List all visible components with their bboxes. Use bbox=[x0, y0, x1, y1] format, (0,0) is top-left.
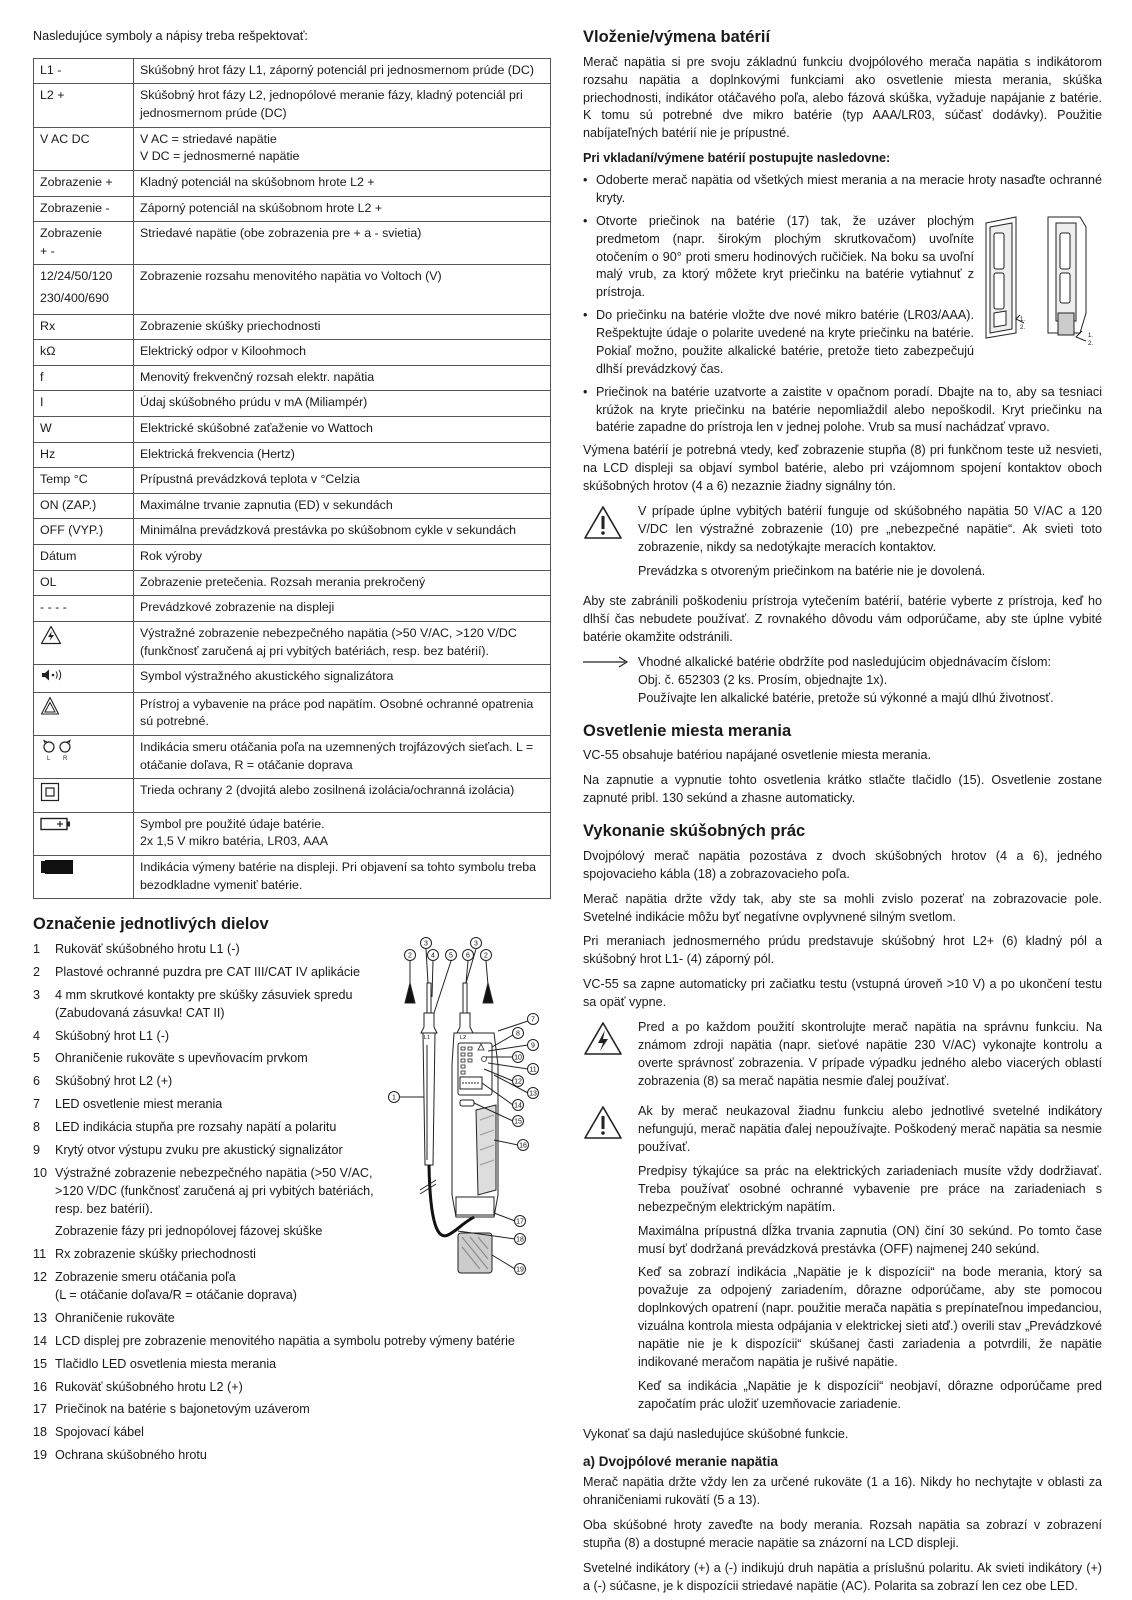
symbol-row bbox=[34, 265, 551, 314]
part-number: 3 bbox=[33, 987, 41, 1002]
battery-steps-heading: Pri vkladaní/výmene batérií postupujte nasledovne: bbox=[583, 151, 891, 166]
svg-text:1: 1 bbox=[392, 1094, 396, 1102]
svg-text:19: 19 bbox=[516, 1266, 524, 1274]
test-warning-text-6: Keď sa indikácia „Napätie je k dispozícii“ neobjaví, dôrazne odporúčame pred započatím prác uložiť uzemňovacie zariadenie. bbox=[638, 1378, 1102, 1411]
symbol-description: Kladný potenciál na skúšobnom hrote L2 + bbox=[134, 170, 551, 196]
part-number: 17 bbox=[33, 1402, 48, 1417]
symbol-row bbox=[34, 493, 551, 519]
battery-compartment-illustration bbox=[976, 213, 1101, 353]
svg-text:2: 2 bbox=[408, 952, 412, 960]
symbol-key: ON (ZAP.) bbox=[34, 493, 134, 519]
part-text: Krytý otvor výstupu zvuku pre akustický signalizátor bbox=[55, 1142, 343, 1157]
light-text-2: Na zapnutie a vypnutie tohto osvetlenia krátko stlačte tlačidlo (15). Osvetlenie zostane zapnuté pribl. 130 sekúnd a zhasne automaticky. bbox=[583, 773, 1102, 806]
symbol-description: Symbol výstražného akustického signalizátora bbox=[134, 665, 551, 693]
part-item bbox=[33, 1447, 553, 1465]
svg-text:3: 3 bbox=[474, 940, 478, 948]
part-number: 14 bbox=[33, 1333, 48, 1348]
symbol-row bbox=[34, 596, 551, 622]
buzzer-icon bbox=[40, 668, 66, 688]
symbol-key: Hz bbox=[34, 442, 134, 468]
test-text-3: Pri meraniach jednosmerného prúdu predstavuje skúšobný hrot L2+ (6) kladný pól a skúšobný hrot L1- (4) záporný pól. bbox=[583, 934, 1102, 967]
test-warning-voltage bbox=[583, 1019, 1102, 1097]
part-number: 11 bbox=[33, 1247, 47, 1262]
svg-text:16: 16 bbox=[519, 1142, 527, 1150]
part-number: 10 bbox=[33, 1165, 48, 1180]
part-number: 4 bbox=[33, 1028, 41, 1043]
symbol-row bbox=[34, 570, 551, 596]
symbol-description: V AC = striedavé napätie V DC = jednosmerné napätie bbox=[134, 127, 551, 170]
symbol-key: f bbox=[34, 365, 134, 391]
svg-text:6: 6 bbox=[466, 952, 470, 960]
svg-text:17: 17 bbox=[516, 1218, 524, 1226]
part-number: 18 bbox=[33, 1425, 48, 1440]
symbol-key: 12/24/50/120 230/400/690 bbox=[34, 265, 134, 314]
symbol-row bbox=[34, 665, 551, 693]
symbol-row bbox=[34, 545, 551, 571]
test-warning-general bbox=[583, 1103, 1102, 1419]
symbol-description: Menovitý frekvenčný rozsah elektr. napätia bbox=[134, 365, 551, 391]
battery-tip bbox=[583, 654, 1102, 708]
part-text: Plastové ochranné puzdra pre CAT III/CAT IV aplikácie bbox=[55, 964, 360, 979]
part-text: Ohraničenie rukoväte s upevňovacím prvkom bbox=[55, 1051, 308, 1066]
symbol-description: Striedavé napätie (obe zobrazenia pre + a - svietia) bbox=[134, 222, 551, 265]
symbol-key bbox=[34, 692, 134, 735]
svg-text:2: 2 bbox=[484, 952, 488, 960]
symbol-description: Prípustná prevádzková teplota v °Celzia bbox=[134, 468, 551, 494]
warning-icon bbox=[583, 1105, 623, 1141]
rotation-icon bbox=[40, 739, 74, 767]
part-item bbox=[33, 1310, 553, 1328]
part-text: LED osvetlenie miest merania bbox=[55, 1097, 223, 1112]
part-number: 8 bbox=[33, 1120, 41, 1134]
symbol-row bbox=[34, 519, 551, 545]
part-item bbox=[33, 1379, 553, 1397]
symbol-description: Výstražné zobrazenie nebezpečného napätia (>50 V/AC, >120 V/DC (funkčnosť zaručená aj pri vybitých batériách, resp. bez batérií). bbox=[134, 621, 551, 664]
symbol-key: Temp °C bbox=[34, 468, 134, 494]
part-text: Rukoväť skúšobného hrotu L2 (+) bbox=[55, 1379, 243, 1394]
step-label-2b: 2. bbox=[1088, 340, 1094, 347]
symbol-description: Zobrazenie skúšky priechodnosti bbox=[134, 314, 551, 340]
symbol-description: Údaj skúšobného prúdu v mA (Miliampér) bbox=[134, 391, 551, 417]
symbol-description: Prevádzkové zobrazenie na displeji bbox=[134, 596, 551, 622]
svg-text:13: 13 bbox=[529, 1090, 537, 1098]
symbol-row bbox=[34, 127, 551, 170]
battery-replace-text: Výmena batérií je potrebná vtedy, keď zobrazenie stupňa (8) pri funkčnom teste už nesvieti, na LCD displeji sa objaví symbol batérie, alebo pri vzájomnom spojení kontaktov oboch skúšobných hrotov (4 a 6) nezaznie žiadny signálny tón. bbox=[583, 443, 1102, 494]
symbol-row bbox=[34, 340, 551, 366]
symbol-key bbox=[34, 855, 134, 898]
part-number: 6 bbox=[33, 1074, 41, 1089]
battery-leak-text: Aby ste zabránili poškodeniu prístroja vytečením batérií, batérie vyberte z prístroja, keď ho dlhší čas nebudete používať. Z rovnakého dôvodu vám odporúčame, aby ste úplne vybité batérie okamžite odstránili. bbox=[583, 594, 1102, 645]
symbol-description: Rok výroby bbox=[134, 545, 551, 571]
symbol-description: Indikácia smeru otáčania poľa na uzemnených trojfázových sieťach. L = otáčanie doľava, R = otáčanie doprava bbox=[134, 735, 551, 778]
svg-text:5: 5 bbox=[449, 952, 453, 960]
symbol-row bbox=[34, 391, 551, 417]
a-text-3: Svetelné indikátory (+) a (-) indikujú druh napätia a príslušnú polaritu. Ak svieti indikátory (+) a (-) súčasne, je k dispozícii striedavé napätie (AC). Polarita sa zobrazí len cez obe LED. bbox=[583, 1560, 1102, 1593]
symbol-key: L1 - bbox=[34, 58, 134, 84]
step-label-1b: 1. bbox=[1088, 332, 1094, 339]
symbol-key: Dátum bbox=[34, 545, 134, 571]
battery-warning-text-2: Prevádzka s otvoreným priečinkom na batérie nie je dovolená. bbox=[638, 563, 986, 578]
warning-icon bbox=[583, 505, 623, 541]
test-text-4: VC-55 sa zapne automaticky pri začiatku testu (vstupná úroveň >10 V) a po ukončení testu sa opäť vypne. bbox=[583, 977, 1102, 1010]
part-number: 2 bbox=[33, 964, 41, 979]
symbol-row bbox=[34, 365, 551, 391]
part-text: Zobrazenie smeru otáčania poľa (L = otáčanie doľava/R = otáčanie doprava) bbox=[55, 1270, 297, 1302]
test-title: Vykonanie skúšobných prác bbox=[583, 822, 806, 841]
parts-title: Označenie jednotlivých dielov bbox=[33, 915, 269, 934]
part-text: Výstražné zobrazenie nebezpečného napätia (>50 V/AC, >120 V/DC (funkčnosť zaručená aj pri vybitých batériách, resp. bez batérií). Zobrazenie fázy pri jednopólovej fázovej skúške bbox=[55, 1165, 374, 1239]
symbol-key: I bbox=[34, 391, 134, 417]
symbol-key: W bbox=[34, 417, 134, 443]
symbol-description: Elektrický odpor v Kiloohmoch bbox=[134, 340, 551, 366]
symbol-row bbox=[34, 58, 551, 84]
part-text: Rx zobrazenie skúšky priechodnosti bbox=[55, 1247, 256, 1262]
part-item bbox=[33, 1424, 553, 1442]
symbol-key: - - - - bbox=[34, 596, 134, 622]
light-title: Osvetlenie miesta merania bbox=[583, 721, 792, 740]
battery-tip-line-2: Obj. č. 652303 (2 ks. Prosím, objednajte 1x). bbox=[638, 672, 888, 687]
battery-step-4: • Priečinok na batérie uzatvorte a zaistite v opačnom poradí. Dbajte na to, aby sa tesniaci krúžok na kryte priečinku na batérie nepomliaždil alebo nepoškodil. Kryt priečinku na batérie zapadne do prístroja len v jednej polohe. Vrub sa musí nachádzať vpravo. bbox=[583, 384, 1102, 438]
symbol-key: OL bbox=[34, 570, 134, 596]
battery-tip-line-1: Vhodné alkalické batérie obdržíte pod nasledujúcim objednávacím číslom: bbox=[638, 655, 1052, 670]
part-text: LED indikácia stupňa pre rozsahy napätí a polaritu bbox=[55, 1120, 337, 1134]
svg-text:L: L bbox=[47, 755, 51, 761]
symbol-row bbox=[34, 170, 551, 196]
part-text: LCD displej pre zobrazenie menovitého napätia a symbolu potreby výmeny batérie bbox=[55, 1333, 515, 1348]
symbol-description: Elektrická frekvencia (Hertz) bbox=[134, 442, 551, 468]
symbol-description: Elektrické skúšobné zaťaženie vo Wattoch bbox=[134, 417, 551, 443]
symbol-row bbox=[34, 468, 551, 494]
symbol-key bbox=[34, 621, 134, 664]
part-number: 15 bbox=[33, 1356, 48, 1371]
test-text-5: Vykonať sa dajú nasledujúce skúšobné funkcie. bbox=[583, 1427, 849, 1442]
symbol-row bbox=[34, 779, 551, 813]
battery-title: Vloženie/výmena batérií bbox=[583, 28, 771, 46]
symbol-row bbox=[34, 621, 551, 664]
symbol-key: Zobrazenie + bbox=[34, 170, 134, 196]
part-text: Tlačidlo LED osvetlenia miesta merania bbox=[55, 1356, 277, 1371]
test-warning-text-2: Ak by merač neukazoval žiadnu funkciu alebo jednotlivé svetelné indikátory nefungujú, merač napätia ďalej nepoužívajte. Poškodený merač napätia sa nesmie používať. bbox=[638, 1104, 1102, 1155]
test-warning-text-4: Maximálna prípustná dĺžka trvania zapnutia (ON) činí 30 sekúnd. Po tomto čase musí byť dodržaná prevádzková prestávka (OFF) najmenej 240 sekúnd. bbox=[638, 1223, 1102, 1256]
part-number: 1 bbox=[33, 942, 41, 956]
battery-step-2: Otvorte priečinok na batérie (17) tak, že uzáver plochým predmetom (napr. širokým plochým skrutkovačom) uvoľníte otočením o 90° proti smeru hodinových ručičiek. Na boku sa uvoľní malý vrub, za ktorý môžete kryt priečinku na batérie vytiahnuť z prístroja. bbox=[596, 213, 974, 300]
test-warning-text-1: Pred a po každom použití skontrolujte merač napätia na správnu funkciu. Na známom zdroji napätia (napr. sieťové napätie 230 V/AC) vykonajte kontrolu a overte správnosť zobrazenia. V prípade výpadku jedného alebo viacerých oblastí zobrazenia (8) sa merač napätia nesmie ďalej používať. bbox=[638, 1019, 1102, 1088]
part-item bbox=[33, 1356, 553, 1374]
symbol-row bbox=[34, 84, 551, 127]
symbols-intro: Nasledujúce symboly a nápisy treba rešpektovať: bbox=[33, 29, 308, 43]
symbol-description: Minimálna prevádzková prestávka po skúšobnom cykle v sekundách bbox=[134, 519, 551, 545]
svg-text:7: 7 bbox=[531, 1016, 535, 1024]
svg-text:9: 9 bbox=[531, 1042, 535, 1050]
symbol-row bbox=[34, 222, 551, 265]
symbol-key: Rx bbox=[34, 314, 134, 340]
subsection-a-title: a) Dvojpólové meranie napätia bbox=[583, 1454, 779, 1470]
battery-low-icon bbox=[40, 859, 74, 881]
part-text: Ohraničenie rukoväte bbox=[55, 1310, 175, 1325]
test-text-1: Dvojpólový merač napätia pozostáva z dvoch skúšobných hrotov (4 a 6), jedného spojovacieho kábla (18) a zobrazovacieho poľa. bbox=[583, 848, 1102, 881]
battery-warning bbox=[583, 503, 1102, 587]
light-text-1: VC-55 obsahuje batériou napájané osvetlenie miesta merania. bbox=[583, 748, 931, 763]
svg-text:4: 4 bbox=[431, 952, 435, 960]
a-text-1: Merač napätia držte vždy len za určené rukoväte (1 a 16). Nikdy ho nechytajte v oblasti za ohraničeniami rukovätí (5 a 13). bbox=[583, 1475, 1102, 1508]
part-text: Spojovací kábel bbox=[55, 1425, 144, 1440]
symbol-key: Zobrazenie + - bbox=[34, 222, 134, 265]
test-warning-text-5: Keď sa zobrazí indikácia „Napätie je k dispozícii“ na bode merania, ktorý sa považuje za odpojený zariadením, dôrazne odporúčame, aby ste pomocou doplnkových opatrení (napr. použitie merača napätia s prepínateľnou impedanciou, vizuálna kontrola miesta odpájania v elektrickej sieti atď.) overili stav „Prevádzkové napätie nie je k dispozícii“ skúšanej časti zariadenia a potvrdili, že napätie indikované meračom napätia je rušivé napätie. bbox=[638, 1265, 1102, 1369]
symbol-description: Skúšobný hrot fázy L1, záporný potenciál pri jednosmernom prúde (DC) bbox=[134, 58, 551, 84]
svg-text:3: 3 bbox=[424, 940, 428, 948]
svg-text:12: 12 bbox=[514, 1078, 522, 1086]
left-column bbox=[33, 28, 551, 1470]
battery-step-block: • Otvorte priečinok na batérie (17) tak, že uzáver plochým predmetom (napr. širokým plochým skrutkovačom) uvoľníte otočením o 90° proti smeru hodinových ručičiek. Na boku sa uvoľní malý vrub, za ktorý môžete kryt priečinku na batérie vytiahnuť z prístroja. • Do priečinku na batérie vložte dve nové mikro batérie (LR03/AAA). Rešpektujte údaje o polarite uvedené na kryte priečinku na batérie. Pokiaľ možno, použite alkalické batérie, pretože tieto zabezpečujú dlhší prevádzkový čas. 1. 2. 1. 2. bbox=[583, 213, 1102, 379]
symbol-row bbox=[34, 442, 551, 468]
svg-text:8: 8 bbox=[516, 1030, 520, 1038]
symbol-description: Maximálne trvanie zapnutia (ED) v sekundách bbox=[134, 493, 551, 519]
svg-text:15: 15 bbox=[514, 1118, 522, 1126]
part-text: Priečinok na batérie s bajonetovým uzáverom bbox=[55, 1402, 310, 1417]
symbol-description: Indikácia výmeny batérie na displeji. Pri objavení sa tohto symbolu treba bezodkladne vymeniť batérie. bbox=[134, 855, 551, 898]
battery-steps bbox=[583, 172, 1102, 437]
high-voltage-warning-icon bbox=[583, 1021, 623, 1057]
symbol-key: OFF (VYP.) bbox=[34, 519, 134, 545]
symbol-description: Zobrazenie pretečenia. Rozsah merania prekročený bbox=[134, 570, 551, 596]
probe-l1-label: L1 bbox=[423, 1035, 431, 1041]
probe-l2-label: L2 bbox=[459, 1035, 467, 1041]
svg-text:11: 11 bbox=[529, 1066, 537, 1074]
part-number: 5 bbox=[33, 1051, 41, 1066]
symbol-description: Záporný potenciál na skúšobnom hrote L2 + bbox=[134, 196, 551, 222]
symbol-description: Skúšobný hrot fázy L2, jednopólové meranie fázy, kladný potenciál pri jednosmernom prúde (DC) bbox=[134, 84, 551, 127]
live-work-icon bbox=[40, 696, 60, 722]
symbol-row bbox=[34, 812, 551, 855]
svg-text:18: 18 bbox=[516, 1236, 524, 1244]
part-item bbox=[33, 1333, 553, 1351]
parts-section bbox=[33, 941, 551, 1465]
part-number: 19 bbox=[33, 1448, 48, 1463]
battery-step-3: Do priečinku na batérie vložte dve nové mikro batérie (LR03/AAA). Rešpektujte údaje o polarite uvedené na kryte priečinku na batérie. Pokiaľ možno, použite alkalické batérie, pretože tieto zabezpečujú dlhší prevádzkový čas. bbox=[596, 308, 974, 376]
battery-tip-line-3: Používajte len alkalické batérie, pretože sú výkonné a majú dlhú životnosť. bbox=[638, 690, 1054, 705]
symbol-row bbox=[34, 196, 551, 222]
symbol-key: kΩ bbox=[34, 340, 134, 366]
part-number: 16 bbox=[33, 1379, 48, 1394]
symbol-key: Zobrazenie - bbox=[34, 196, 134, 222]
battery-warning-text-1: V prípade úplne vybitých batérií funguje od skúšobného napätia 50 V/AC a 120 V/DC len výstražné zobrazenie (10) pre „nebezpečné napätie“. Ak svieti toto zobrazenie, nikdy sa nedotýkajte meracích kontaktov. bbox=[638, 503, 1102, 554]
test-warning-text-3: Predpisy týkajúce sa prác na elektrických zariadeniach musíte vždy dodržiavať. Treba používať osobné ochranné vybavenie pre práce na zariadeniach s nebezpečným elektrickým napätím. bbox=[638, 1164, 1102, 1214]
symbol-row bbox=[34, 417, 551, 443]
symbol-key bbox=[34, 779, 134, 813]
part-item bbox=[33, 1401, 553, 1419]
test-text-2: Merač napätia držte vždy tak, aby ste sa mohli zvislo pozerať na zobrazovacie pole. Svetelné indikácie môžu byť negatívne ovplyvnené silným svetlom. bbox=[583, 891, 1102, 924]
symbol-key bbox=[34, 665, 134, 693]
symbol-description: Symbol pre použité údaje batérie. 2x 1,5 V mikro batéria, LR03, AAA bbox=[134, 812, 551, 855]
warning-voltage-icon bbox=[40, 625, 62, 651]
symbol-key bbox=[34, 812, 134, 855]
part-number: 7 bbox=[33, 1097, 41, 1112]
svg-text:10: 10 bbox=[514, 1054, 522, 1062]
part-number: 13 bbox=[33, 1310, 48, 1325]
symbol-description: Zobrazenie rozsahu menovitého napätia vo Voltoch (V) bbox=[134, 265, 551, 314]
symbol-row bbox=[34, 314, 551, 340]
symbol-row bbox=[34, 692, 551, 735]
svg-text:R: R bbox=[63, 755, 68, 761]
battery-icon bbox=[40, 816, 72, 838]
part-number: 9 bbox=[33, 1142, 41, 1157]
symbol-key bbox=[34, 735, 134, 778]
symbol-description: Prístroj a vybavenie na práce pod napätím. Osobné ochranné opatrenia sú potrebné. bbox=[134, 692, 551, 735]
symbol-description: Trieda ochrany 2 (dvojitá alebo zosilnená izolácia/ochranná izolácia) bbox=[134, 779, 551, 813]
symbol-row bbox=[34, 855, 551, 898]
part-text: Skúšobný hrot L2 (+) bbox=[55, 1074, 173, 1089]
symbol-key: V AC DC bbox=[34, 127, 134, 170]
step-label-1: 1. bbox=[1020, 316, 1026, 323]
right-column bbox=[583, 28, 1102, 1600]
battery-step-1: • Odoberte merač napätia od všetkých miest merania a na meracie hroty nasaďte ochranné kryty. bbox=[583, 172, 1102, 208]
class2-icon bbox=[40, 782, 60, 808]
part-text: Rukoväť skúšobného hrotu L1 (-) bbox=[55, 942, 240, 956]
step-label-2: 2. bbox=[1020, 324, 1026, 331]
device-diagram bbox=[388, 935, 568, 1305]
a-text-2: Oba skúšobné hroty zaveďte na body merania. Rozsah napätia sa zobrazí v zobrazení stupňa (8) a dostupné meracie napätie sa znázorní na LCD displeji. bbox=[583, 1518, 1102, 1551]
symbol-row bbox=[34, 735, 551, 778]
part-text: Skúšobný hrot L1 (-) bbox=[55, 1028, 170, 1043]
part-text: Ochrana skúšobného hrotu bbox=[55, 1448, 207, 1463]
part-number: 12 bbox=[33, 1270, 48, 1285]
arrow-right-icon bbox=[583, 656, 629, 668]
symbols-table bbox=[33, 58, 551, 899]
svg-text:14: 14 bbox=[514, 1102, 522, 1110]
battery-intro: Merač napätia si pre svoju základnú funkciu dvojpólového merača napätia s indikátorom rozsahu napätia a doplnkovými funkciami ako osvetlenie miesta merania, skúška priechodnosti, indikátor otáčavého poľa, alebo fázová skúška, vyžaduje napájanie z batérie. K tomu sú potrebné dve mikro batérie (typ AAA/LR03, súčasť dodávky). Použitie nabíjateľných batérií nie je prípustné. bbox=[583, 54, 1102, 141]
symbol-key: L2 + bbox=[34, 84, 134, 127]
part-text: 4 mm skrutkové kontakty pre skúšky zásuviek spredu (Zabudovaná zásuvka! CAT II) bbox=[55, 987, 353, 1020]
